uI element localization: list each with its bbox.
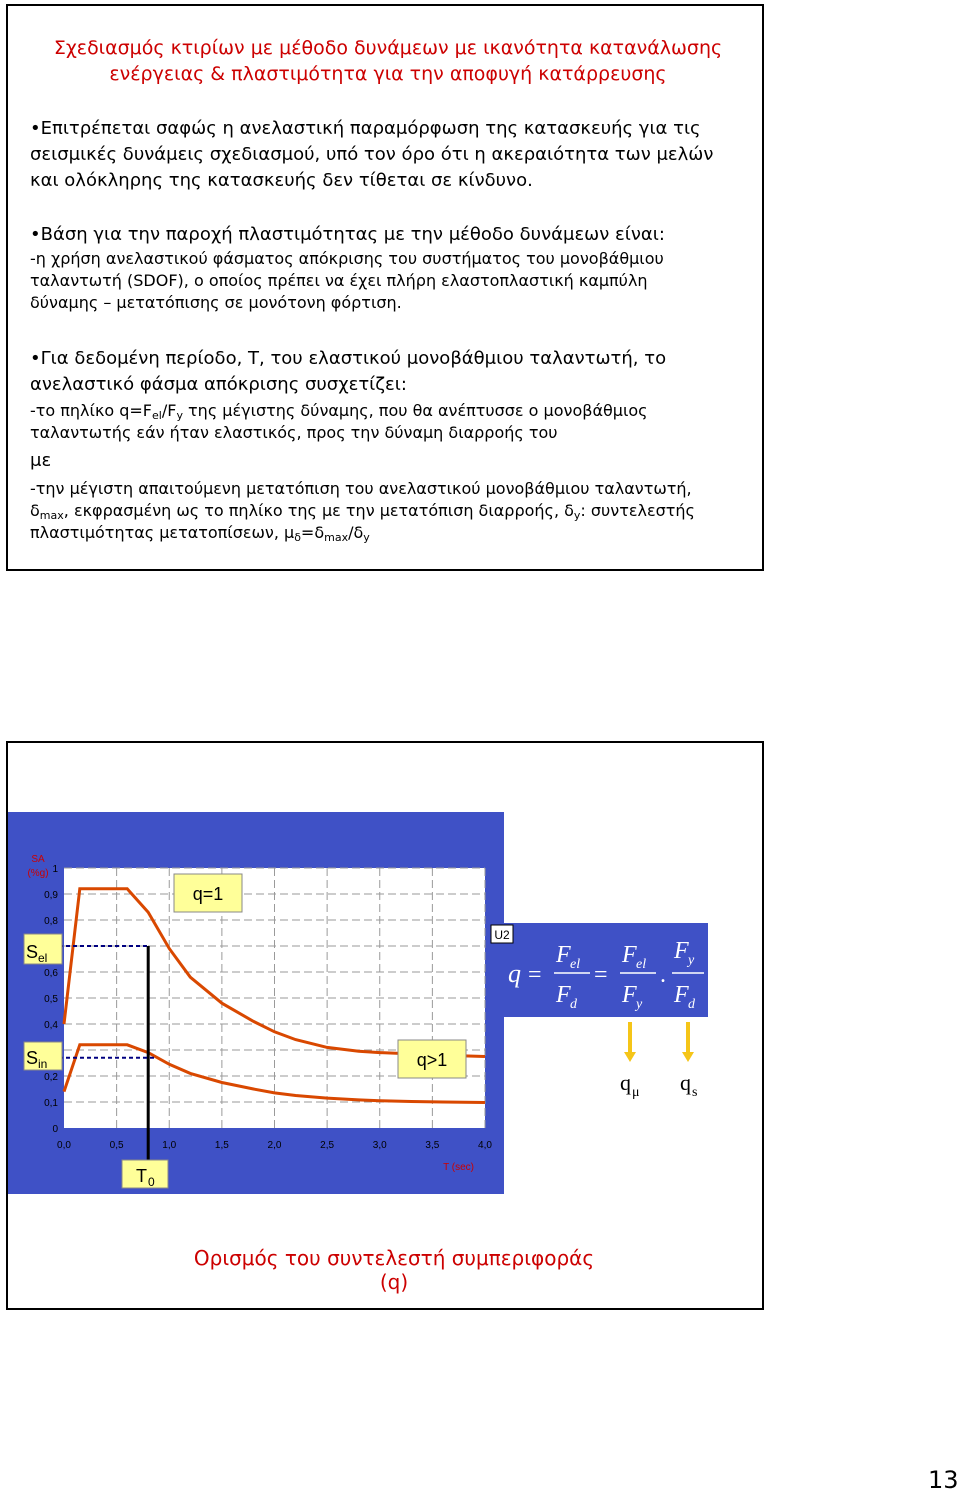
slide-title-line-1: Σχεδιασμός κτιρίων με μέθοδο δυνάμεων με ικανότητα κατανάλωσης — [53, 37, 723, 59]
x-tick-label: 0,0 — [57, 1140, 71, 1151]
qmu-label-main: q — [620, 1070, 631, 1095]
bullet-2-line-3: δύναμης – μετατόπισης σε μονότονη φόρτιση. — [30, 293, 402, 312]
formula-num1-sub: el — [570, 957, 581, 972]
formula-eq-2: = — [594, 962, 608, 988]
bullet-3-line-3: -την μέγιστη απαιτούμενη μετατόπιση του ανελαστικού μονοβάθμιου ταλαντωτή, — [30, 479, 692, 498]
formula-den1: F — [556, 982, 571, 1008]
slide-title-line-2: ενέργειας & πλαστιμότητα για την αποφυγή κατάρρευσης — [109, 63, 667, 85]
bullet-1-line-2: σεισμικές δυνάμεις σχεδιασμού, υπό τον όρο ότι η ακεραιότητα των μελών — [30, 144, 714, 165]
bullet-3-line-5: πλαστιμότητας μετατοπίσεων, $\mu_\delta=\delta_{max}/\delta_y$ — [30, 523, 370, 544]
formula-q: q — [508, 959, 521, 988]
bullet-3-head-2: ανελαστικό φάσμα απόκρισης συσχετίζει: — [30, 374, 407, 395]
formula-num2: F — [622, 942, 637, 968]
y-tick-label: 0,2 — [44, 1072, 58, 1083]
to-label-sub: 0 — [148, 1175, 155, 1189]
formula-den3-sub: d — [688, 997, 695, 1012]
y-tick-label: 0,6 — [44, 968, 58, 979]
sin-label-main: S — [26, 1048, 39, 1068]
x-tick-label: 1,5 — [214, 1140, 229, 1151]
formula-num1: F — [556, 942, 571, 968]
bullet-3-me: με — [30, 450, 52, 471]
bullet-1-line-3: και ολόκληρης της κατασκευής δεν τίθεται σε κίνδυνο. — [30, 170, 533, 191]
bullet-3-head-1: •Για δεδομένη περίοδο, Τ, του ελαστικού μονοβάθμιου ταλαντωτή, το — [30, 348, 667, 369]
qs-label-main: q — [680, 1070, 691, 1095]
formula-den2-sub: y — [636, 997, 643, 1012]
sel-label-main: S — [26, 942, 39, 962]
formula-den3: F — [674, 982, 689, 1008]
sel-label-sub: el — [38, 951, 48, 965]
y-tick-label: 0 — [52, 1124, 58, 1135]
formula-num3: F — [674, 938, 689, 964]
bullet-2-line-2: ταλαντωτή (SDOF), ο οποίος πρέπει να έχει πλήρη ελαστοπλαστική καμπύλη — [30, 271, 648, 290]
to-label-main: T — [136, 1166, 147, 1186]
page-number: 13 — [928, 1466, 959, 1494]
formula-dot: . — [660, 962, 666, 988]
slide-2-caption: Ορισμός του συντελεστή συμπεριφοράς (q) — [193, 1246, 595, 1294]
qmu-label-sub: μ — [632, 1085, 640, 1100]
x-tick-label: 1,0 — [162, 1140, 177, 1151]
x-tick-label: 0,5 — [109, 1140, 124, 1151]
y-tick-label: 0,4 — [44, 1020, 58, 1031]
y-axis-label-1: SA — [31, 854, 45, 865]
bullet-1-line-1: •Επιτρέπεται σαφώς η ανελαστική παραμόρφωση της κατασκευής για τις — [30, 118, 701, 139]
y-tick-label: 1 — [52, 864, 58, 875]
formula-den1-sub: d — [570, 997, 577, 1012]
y-tick-label: 0,9 — [44, 890, 58, 901]
y-tick-label: 0,8 — [44, 916, 58, 927]
x-tick-label: 2,5 — [320, 1140, 335, 1151]
bullet-3-line-2: ταλαντωτής εάν ήταν ελαστικός, προς την δύναμη διαρροής του — [30, 423, 558, 442]
formula-eq-1: = — [528, 962, 542, 988]
qgt1-label: q>1 — [416, 1050, 448, 1070]
arrow-qs-head — [682, 1052, 694, 1062]
qs-label-sub: s — [692, 1085, 698, 1100]
arrow-qmu-head — [624, 1052, 636, 1062]
bullet-2-head: •Βάση για την παροχή πλαστιμότητας με την μέθοδο δυνάμεων είναι: — [30, 224, 665, 245]
x-tick-label: 3,0 — [372, 1140, 387, 1151]
y-axis-label-2: (%g) — [27, 868, 49, 879]
u2-label: U2 — [494, 928, 510, 942]
x-tick-label: 2,0 — [267, 1140, 282, 1151]
sin-label-sub: in — [38, 1057, 48, 1071]
y-tick-label: 0,1 — [44, 1098, 58, 1109]
bullet-2-line-1: -η χρήση ανελαστικού φάσματος απόκρισης του συστήματος του μονοβάθμιου — [30, 249, 664, 268]
formula-num3-sub: y — [688, 953, 695, 968]
y-tick-label: 0,5 — [44, 994, 58, 1005]
formula-num2-sub: el — [636, 957, 647, 972]
bullet-3-line-4: $\delta_{max}$, εκφρασμένη ως το πηλίκο της με την μετατόπιση διαρροής, $\delta_y$: συντελεστής — [30, 501, 695, 522]
x-tick-label: 4,0 — [478, 1140, 492, 1151]
formula-den2: F — [622, 982, 637, 1008]
x-tick-label: 3,5 — [425, 1140, 440, 1151]
q1-label: q=1 — [192, 884, 224, 904]
x-axis-label: T (sec) — [443, 1162, 474, 1173]
bullet-3-line-1: -το πηλίκο $q=F_{el}/F_y$ της μέγιστης δύναμης, που θα ανέπτυσσε ο μονοβάθμιος — [30, 401, 648, 422]
